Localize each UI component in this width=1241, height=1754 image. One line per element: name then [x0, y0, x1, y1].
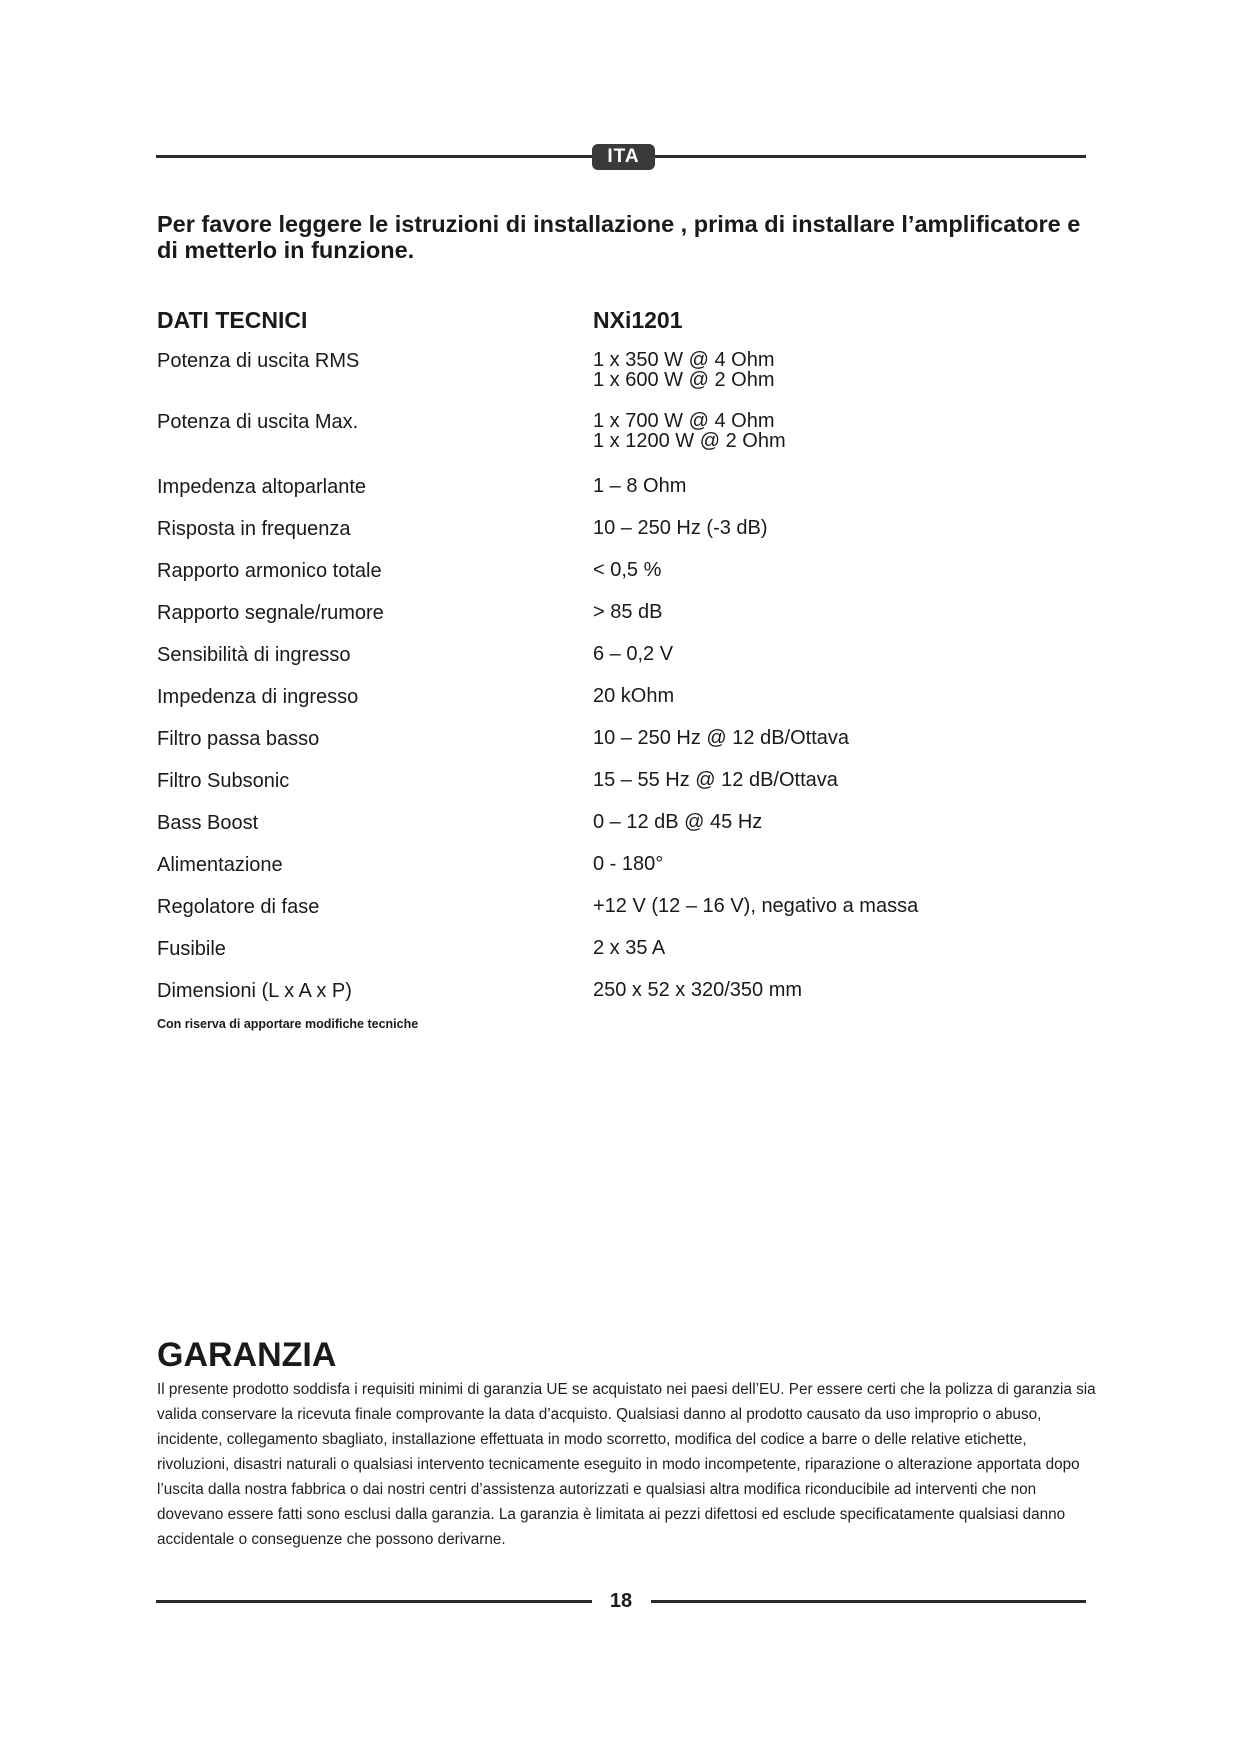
footer-rule-left — [156, 1600, 592, 1603]
spec-label: Alimentazione — [157, 854, 283, 876]
spec-label: Potenza di uscita RMS — [157, 350, 360, 372]
spec-label: Filtro Subsonic — [157, 770, 290, 792]
spec-value — [593, 896, 918, 916]
spec-value-line: 10 – 250 Hz (-3 dB) — [593, 517, 768, 539]
spec-value — [593, 560, 661, 580]
footer-rule-right — [651, 1600, 1086, 1603]
spec-value — [593, 854, 663, 874]
spec-value — [593, 728, 849, 748]
spec-value-line: 0 - 180° — [593, 853, 664, 875]
spec-label: Rapporto armonico totale — [157, 560, 382, 582]
spec-value-line: 1 x 1200 W @ 2 Ohm — [593, 430, 786, 452]
spec-value — [593, 518, 768, 538]
page-number: 18 — [609, 1590, 633, 1612]
spec-value — [593, 411, 786, 451]
spec-value-line: 1 x 350 W @ 4 Ohm — [593, 349, 775, 371]
spec-label: Impedenza di ingresso — [157, 686, 359, 708]
spec-value-line: +12 V (12 – 16 V), negativo a massa — [593, 895, 919, 917]
spec-label: Risposta in frequenza — [157, 518, 351, 540]
language-badge: ITA — [592, 144, 655, 170]
spec-label: Fusibile — [157, 938, 226, 960]
spec-value-line: 2 x 35 A — [593, 937, 666, 959]
spec-value-line: 20 kOhm — [593, 685, 675, 707]
spec-value — [593, 770, 838, 790]
technical-changes-note: Con riserva di apportare modifiche tecniche — [157, 1017, 419, 1031]
model-name: NXi1201 — [593, 307, 683, 333]
spec-value-line: 6 – 0,2 V — [593, 643, 674, 665]
header-rule-right — [655, 155, 1086, 158]
spec-label: Regolatore di fase — [157, 896, 320, 918]
spec-value-line: 1 – 8 Ohm — [593, 475, 687, 497]
spec-value-line: 1 x 600 W @ 2 Ohm — [593, 369, 775, 391]
spec-label: Bass Boost — [157, 812, 259, 834]
spec-value-line: > 85 dB — [593, 601, 663, 623]
spec-value — [593, 812, 762, 832]
spec-value — [593, 938, 665, 958]
spec-value-line: 250 x 52 x 320/350 mm — [593, 979, 803, 1001]
spec-label: Impedenza altoparlante — [157, 476, 367, 498]
spec-label: Filtro passa basso — [157, 728, 320, 750]
header-rule-left — [156, 155, 592, 158]
spec-value — [593, 476, 686, 496]
spec-value — [593, 644, 673, 664]
spec-value — [593, 602, 663, 622]
specs-section-title: DATI TECNICI — [157, 307, 308, 333]
spec-label: Potenza di uscita Max. — [157, 411, 359, 433]
spec-label: Sensibilità di ingresso — [157, 644, 351, 666]
intro-instruction: Per favore leggere le istruzioni di installazione , prima di installare l’amplificatore e di metterlo in funzione. — [157, 211, 1081, 263]
spec-value-line: 0 – 12 dB @ 45 Hz — [593, 811, 763, 833]
spec-value-line: 10 – 250 Hz @ 12 dB/Ottava — [593, 727, 850, 749]
warranty-text: Il presente prodotto soddisfa i requisiti minimi di garanzia UE se acquistato nei paesi dell’EU. Per essere certi che la polizza di garanzia sia valida conservare la ricevuta finale comprovante la data d’acquisto. Qualsiasi danno al prodotto causato da uso improprio o abuso, incidente, collegamento sbagliato, installazione effettuata in modo scorretto, modifica del codice a barre o delle relative etichette, rivoluzioni, disastri naturali o qualsiasi intervento tecnicamente eseguito in modo incompetente, riparazione o alterazione apportata dopo l’uscita dalla nostra fabbrica o dai nostri centri d’assistenza autorizzati e qualsiasi altra modifica riconducibile ad interventi che non dovevano essere fatti sono esclusi dalla garanzia. La garanzia è limitata ai pezzi difettosi ed esclude specificatamente qualsiasi danno accidentale o conseguenze che possono derivarne. — [157, 1381, 1096, 1548]
spec-label: Dimensioni (L x A x P) — [157, 980, 352, 1002]
spec-value — [593, 980, 802, 1000]
spec-value-line: 15 – 55 Hz @ 12 dB/Ottava — [593, 769, 838, 791]
spec-value — [593, 686, 674, 706]
spec-value-line: < 0,5 % — [593, 559, 662, 581]
spec-value — [593, 350, 774, 390]
warranty-title: GARANZIA — [157, 1336, 337, 1374]
spec-value-line: 1 x 700 W @ 4 Ohm — [593, 410, 775, 432]
spec-label: Rapporto segnale/rumore — [157, 602, 384, 624]
